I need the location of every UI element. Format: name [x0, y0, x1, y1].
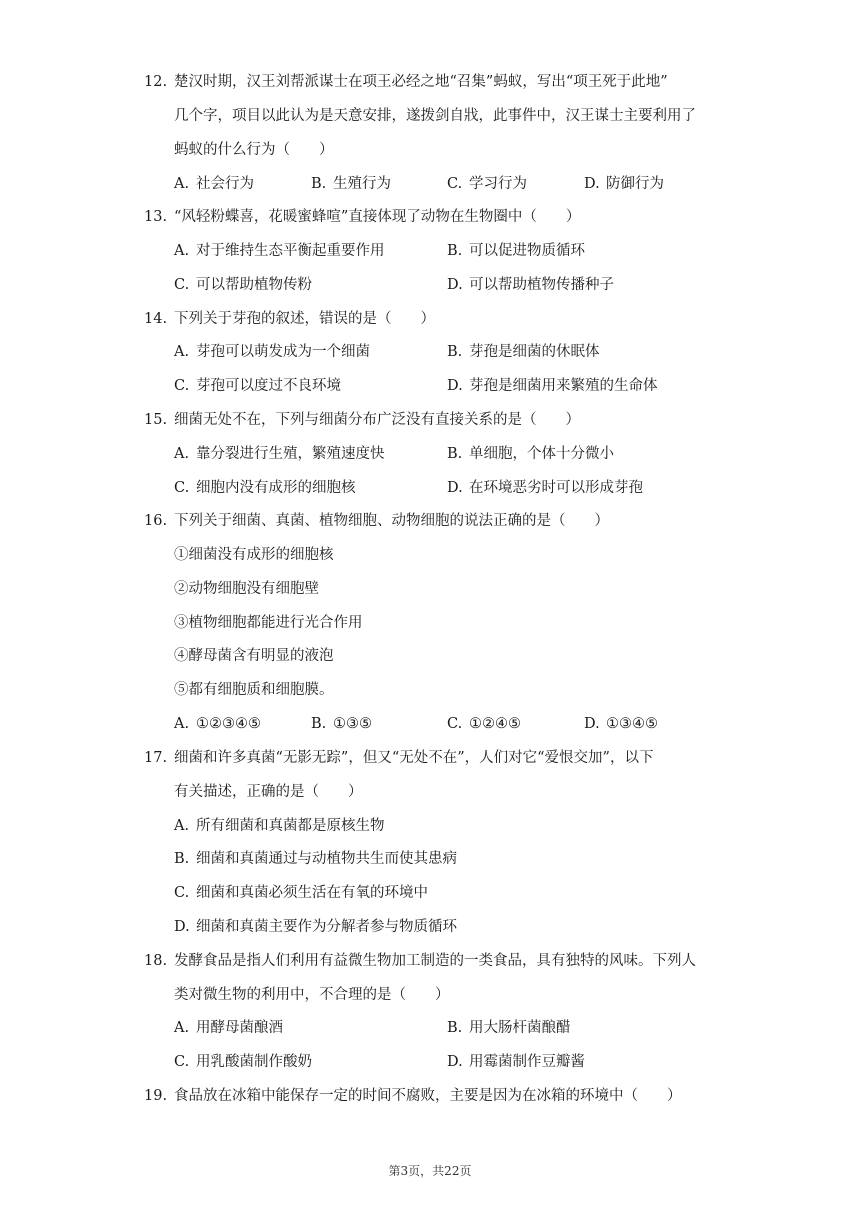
option-d: D. ①③④⑤ [584, 716, 658, 732]
question-text-line: 食品放在冰箱中能保存一定的时间不腐败，主要是因为在冰箱的环境中（ ） [174, 1088, 682, 1104]
question-text-line: 有关描述，正确的是（ ） [174, 784, 363, 800]
question-number: 16. [144, 513, 168, 529]
question-text-line: 蚂蚁的什么行为（ ） [174, 142, 334, 158]
statement-5: ⑤都有细胞质和细胞膜。 [174, 682, 334, 698]
page-footer: 第3页，共22页 [388, 1164, 472, 1178]
option-b: B. 细菌和真菌通过与动植物共生而使其患病 [174, 851, 457, 867]
question-number: 12. [144, 74, 168, 90]
option-a: A. 社会行为 [174, 176, 254, 192]
question-number: 13. [144, 209, 168, 225]
question-text-line: 类对微生物的利用中，不合理的是（ ） [174, 987, 450, 1003]
statement-3: ③植物细胞都能进行光合作用 [174, 615, 363, 631]
question-number: 14. [144, 311, 168, 327]
option-b: B. 可以促进物质循环 [447, 243, 585, 259]
option-c: C. 可以帮助植物传粉 [174, 277, 312, 293]
question-text-line: 发酵食品是指人们利用有益微生物加工制造的一类食品，具有独特的风味。下列人 [174, 953, 696, 969]
question-text-line: 下列关于芽孢的叙述，错误的是（ ） [174, 311, 435, 327]
question-text-line: 下列关于细菌、真菌、植物细胞、动物细胞的说法正确的是（ ） [174, 513, 609, 529]
statement-4: ④酵母菌含有明显的液泡 [174, 648, 334, 664]
option-c: C. 细菌和真菌必须生活在有氧的环境中 [174, 885, 428, 901]
option-d: D. 防御行为 [584, 176, 664, 192]
option-c: C. 芽孢可以度过不良环境 [174, 378, 341, 394]
question-text-line: 楚汉时期，汉王刘帮派谋士在项王必经之地“召集”蚂蚁，写出“项王死于此地” [174, 74, 668, 90]
statement-2: ②动物细胞没有细胞壁 [174, 581, 319, 597]
question-text-line: 几个字，项目以此认为是天意安排，遂拨剑自戕，此事件中，汉王谋士主要利用了 [174, 108, 696, 124]
option-d: D. 在环境恶劣时可以形成芽孢 [447, 480, 643, 496]
option-b: B. 用大肠杆菌酿醋 [447, 1020, 571, 1036]
option-c: C. 学习行为 [447, 176, 527, 192]
option-b: B. ①③⑤ [311, 716, 372, 732]
option-d: D. 细菌和真菌主要作为分解者参与物质循环 [174, 919, 457, 935]
option-a: A. ①②③④⑤ [174, 716, 261, 732]
option-d: D. 用霉菌制作豆瓣酱 [447, 1054, 585, 1070]
option-d: D. 芽孢是细菌用来繁殖的生命体 [447, 378, 658, 394]
option-b: B. 单细胞，个体十分微小 [447, 446, 614, 462]
option-a: A. 芽孢可以萌发成为一个细菌 [174, 344, 370, 360]
option-a: A. 靠分裂进行生殖，繁殖速度快 [174, 446, 385, 462]
option-b: B. 芽孢是细菌的休眠体 [447, 344, 600, 360]
option-c: C. 用乳酸菌制作酸奶 [174, 1054, 312, 1070]
question-text-line: 细菌无处不在，下列与细菌分布广泛没有直接关系的是（ ） [174, 412, 580, 428]
question-text-line: “风轻粉蝶喜，花暖蜜蜂喧”直接体现了动物在生物圈中（ ） [174, 209, 581, 225]
option-d: D. 可以帮助植物传播种子 [447, 277, 614, 293]
option-c: C. ①②④⑤ [447, 716, 521, 732]
option-a: A. 所有细菌和真菌都是原核生物 [174, 818, 385, 834]
statement-1: ①细菌没有成形的细胞核 [174, 547, 334, 563]
option-a: A. 对于维持生态平衡起重要作用 [174, 243, 385, 259]
question-number: 17. [144, 750, 168, 766]
question-text-line: 细菌和许多真菌“无影无踪”，但又“无处不在”，人们对它“爱恨交加”，以下 [174, 750, 654, 766]
option-c: C. 细胞内没有成形的细胞核 [174, 480, 356, 496]
question-number: 19. [144, 1088, 168, 1104]
question-number: 15. [144, 412, 168, 428]
option-a: A. 用酵母菌酿酒 [174, 1020, 283, 1036]
option-b: B. 生殖行为 [311, 176, 391, 192]
question-number: 18. [144, 953, 168, 969]
